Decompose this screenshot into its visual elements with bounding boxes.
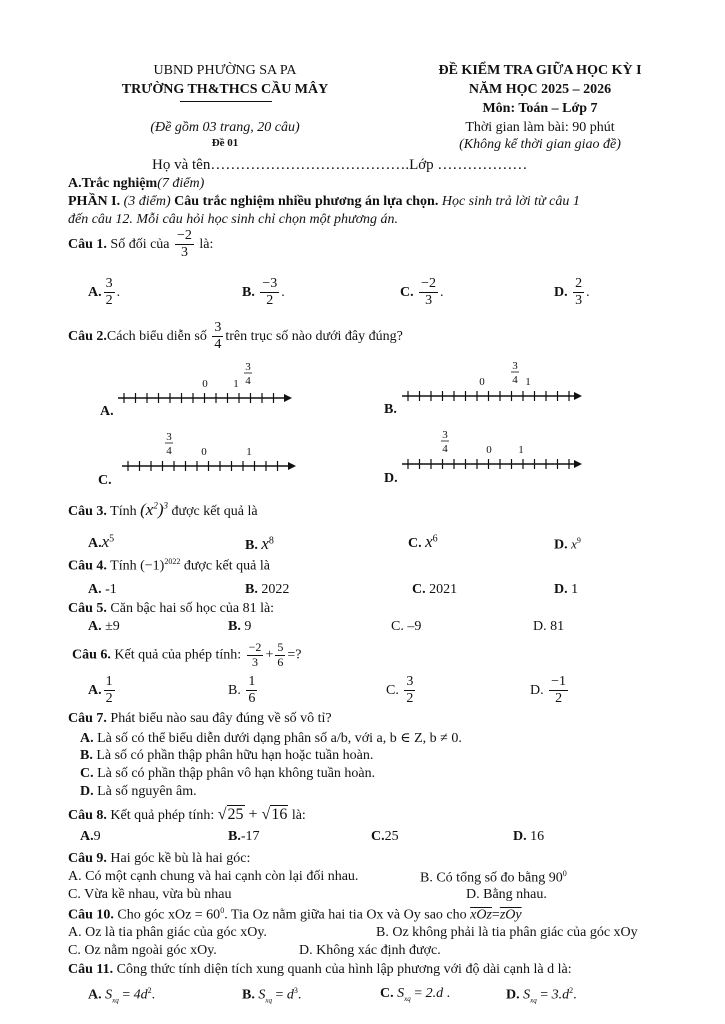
q6-b-label: B. [228,682,241,698]
tick-label-0: 0 [486,444,492,456]
q3-option-b[interactable] [245,534,274,554]
q9-option-d[interactable]: D. Bằng nhau. [466,887,547,902]
tick-label-1: 1 [233,378,239,390]
q4-label: Câu 4. [68,558,107,574]
number-line-b[interactable] [402,360,582,401]
q5-option-a[interactable] [88,619,120,635]
fraction-num: 3 [512,360,518,372]
q6-c-num: 3 [404,674,415,691]
q6-d-label: D. [530,682,544,698]
q7-a-label: A. [80,731,94,746]
q7-d-label: D. [80,784,94,799]
q3-option-a[interactable] [88,532,114,552]
q6-c-label: C. [386,682,399,698]
q4-a-label: A. [88,582,102,597]
q4-pre: Tính [110,558,137,574]
q8-a-label: A. [80,829,94,844]
q4-d-label: D. [554,582,568,597]
q6-num1: −2 [248,640,262,654]
question-8 [68,806,306,824]
q4-expr: (−1) [140,558,165,574]
q1-a-den: 2 [105,293,113,309]
q11-d-label: D. [506,987,520,1003]
q10-eq: = [491,907,500,923]
q11-c-formula: 2.d [425,986,444,1001]
q6-frac1 [247,641,264,670]
part1-label: PHẦN I. [68,194,121,209]
q3-c-label: C. [408,536,422,551]
tick-label-1: 1 [518,444,524,456]
q7-b-label: B. [80,748,93,763]
q11-text: Công thức tính diện tích xung quanh của hình lập phương với độ dài cạnh là d là: [116,962,572,977]
q1-c-den: 3 [425,293,433,309]
q6-frac2 [275,641,285,670]
q7-text: Phát biểu nào sau đây đúng về số vô tỉ? [110,711,332,726]
q3-b-base: x [261,534,269,553]
exam-title: ĐỀ KIỂM TRA GIỮA HỌC KỲ I [438,63,642,78]
question-3 [68,500,258,520]
q4-option-c[interactable] [412,582,457,598]
q6-num2: 5 [277,640,284,654]
q8-option-b[interactable] [228,829,260,845]
q1-post: là: [199,236,214,252]
q10-option-b[interactable]: B. Oz không phải là tia phân giác của góc xOy [376,925,638,940]
time-limit: Thời gian làm bài: 90 phút [465,120,615,135]
q1-pre: Số đối của [110,236,170,252]
q1-d-den: 3 [575,293,583,309]
part1-points: (3 điểm) [123,194,171,209]
q3-d-label: D. [554,537,568,553]
q2-option-c-label[interactable]: C. [98,473,112,488]
q3-option-d[interactable] [554,536,581,554]
q11-b-sub: xq [265,996,272,1005]
q1-label: Câu 1. [68,236,107,252]
q10-option-a[interactable]: A. Oz là tia phân giác của góc xOy. [68,925,267,940]
q10-angle1: $\overline{xOz}$ [470,907,492,923]
q9-option-b[interactable] [420,869,567,887]
q11-b-formula: d [286,987,294,1003]
q1-option-d[interactable]: D. $\frac{2}{3}$ . [554,276,590,309]
q8-radicand1: 25 [227,806,244,823]
q4-option-d[interactable] [554,582,578,598]
q11-a-s: S [105,987,113,1003]
q6-c-den: 2 [406,691,414,707]
exam-code: Đề 01 [211,137,239,149]
q8-option-c[interactable] [371,829,399,845]
q9-option-a[interactable]: A. Có một cạnh chung và hai cạnh còn lại đối nhau. [68,869,359,884]
q5-c-value: –9 [407,619,422,634]
q3-c-exp: 6 [432,533,438,545]
question-4 [68,557,270,575]
q8-label: Câu 8. [68,808,107,823]
question-6 [72,641,301,670]
axis-arrow [574,392,582,400]
q1-option-a[interactable]: A. $\frac{3}{2}$ . [88,276,121,309]
q6-a-label: A. [88,682,102,698]
name-class-line: Họ và tên………………………………….Lớp ……………… [152,157,528,173]
q8-d-label: D. [513,829,527,844]
q9-label: Câu 9. [68,851,107,866]
q1-num: −2 [175,228,194,245]
q3-c-base: x [425,532,433,551]
q11-a-label: A. [88,987,102,1003]
q1-d-num: 2 [573,276,584,293]
axis-arrow [284,394,292,402]
q8-pre: Kết quả phép tính: [110,808,215,823]
q10-label: Câu 10. [68,907,114,923]
q6-b-num: 1 [246,674,257,691]
fraction-den: 4 [442,443,448,455]
q3-b-exp: 8 [268,535,274,547]
q7-b-text: Là số có phần thập phân hữu hạn hoặc tuần hoàn. [96,748,374,763]
q9-b-degree: 0 [562,869,567,878]
q5-a-label: A. [88,619,102,634]
number-line-a[interactable] [118,361,292,403]
q1-den: 3 [180,245,188,261]
question-5 [68,601,274,617]
fraction-num: 3 [245,361,251,373]
q11-c-s: S [397,986,405,1001]
q2-post: trên trục số nào dưới đây đúng? [225,328,403,344]
section-a-points: (7 điểm) [157,176,205,191]
tick-label-0: 0 [202,378,208,390]
q3-label: Câu 3. [68,504,107,519]
q5-option-c[interactable] [391,619,421,635]
q11-option-a[interactable]: A. $S_{xq} = 4d^2$. [88,986,156,1005]
q5-b-value: 9 [244,619,252,634]
school-name: TRƯỜNG TH&THCS CẦU MÂY [121,82,329,97]
question-9 [68,851,250,867]
q7-a-text: Là số có thể biểu diễn dưới dạng phân số a/b, với a, b ∈ Z, b ≠ 0. [97,731,462,746]
q9-text: Hai góc kề bù là hai góc: [110,851,251,866]
q6-option-b[interactable] [228,674,259,707]
q8-a-value: 9 [93,829,101,844]
q7-d-text: Là số nguyên âm. [97,784,197,799]
q4-exp: 2022 [164,557,181,566]
number-line-c[interactable] [122,431,296,471]
q10-mid: . Tia Oz nằm giữa hai tia Ox và Oy sao cho [224,907,467,923]
q6-pre: Kết quả của phép tính: [114,647,242,663]
q11-a-exp: 2 [147,986,152,995]
question-7 [68,711,332,727]
q10-option-d[interactable]: D. Không xác định được. [299,943,441,958]
q11-b-exp: 3 [293,986,298,995]
q11-c-eq: = [410,986,426,1001]
fraction-den: 4 [166,445,172,457]
q3-a-label: A. [88,536,102,551]
q5-d-value: 81 [550,619,565,634]
fraction-num: 3 [442,429,448,441]
q7-c-label: C. [80,766,94,781]
q10-angle2: $\overline{zOy}$ [499,907,522,923]
q6-option-a[interactable] [88,674,117,707]
q8-radicand2: 16 [271,806,288,823]
q11-d-eq: = [536,987,552,1003]
q6-a-num: 1 [104,674,115,691]
q11-c-sub: xq [404,994,411,1003]
q11-a-eq: = [118,987,134,1003]
q10-degree: 0 [220,906,225,915]
tick-label-0: 0 [479,376,485,388]
q11-b-label: B. [242,987,255,1003]
q7-c-text: Là số có phần thập phân vô hạn không tuần hoàn. [97,766,376,781]
q1-b-den: 2 [266,293,274,309]
q3-b-label: B. [245,538,258,553]
q6-plus: + [265,647,274,663]
q3-a-base: x [101,532,110,551]
tick-label-1: 1 [525,376,531,388]
number-line-d[interactable] [402,429,582,469]
q6-den1: 3 [252,654,259,669]
question-11 [68,962,572,978]
q8-d-value: 16 [530,829,545,844]
q1-c-num: −2 [419,276,438,293]
q5-text: Căn bậc hai số học của 81 là: [110,601,275,616]
q5-a-value: ±9 [105,619,120,634]
q1-c-label: C. [400,284,414,300]
q4-b-label: B. [245,582,258,597]
q8-plus: + [248,806,258,823]
page-count-note: (Đề gồm 03 trang, 20 câu) [150,120,300,135]
q11-d-s: S [523,987,531,1003]
q5-label: Câu 5. [68,601,107,616]
q9-b-text: B. Có tổng số đo bằng 90 [420,870,563,886]
q2-pre: Cách biểu diễn số [106,328,207,344]
q7-option-c[interactable] [80,766,375,782]
q11-d-formula: 3.d [551,987,570,1003]
q11-option-b[interactable]: B. $S_{xq} = d^3$. [242,986,302,1005]
q6-label: Câu 6. [72,647,111,663]
q6-b-den: 6 [248,691,256,707]
q3-d-exp: 9 [576,536,581,545]
section-a-label: A.Trắc nghiệm [68,176,158,191]
q4-c-value: 2021 [429,582,458,597]
q11-a-formula: 4d [133,987,148,1003]
time-note: (Không kể thời gian giao đề) [459,137,621,152]
q6-option-d[interactable] [530,674,570,707]
q8-option-d[interactable] [513,829,544,845]
q1-b-num: −3 [260,276,279,293]
q4-b-value: 2022 [261,582,290,597]
q3-pre: Tính [110,504,137,519]
question-10 [68,906,522,924]
school-year: NĂM HỌC 2025 – 2026 [468,82,612,97]
q4-option-a[interactable] [88,582,117,598]
q8-c-value: 25 [384,829,399,844]
q3-post: được kết quả là [171,504,258,519]
q3-base: x [145,500,154,519]
q5-c-label: C. [391,619,404,634]
q7-option-a[interactable] [80,730,462,747]
q6-option-c[interactable] [386,674,417,707]
part1-instr2: đến câu 12. Mỗi câu hỏi học sinh chỉ chọn một phương án. [68,212,399,227]
q6-d-den: 2 [555,691,563,707]
fraction-den: 4 [512,374,518,386]
q11-b-s: S [258,987,266,1003]
tick-label-1: 1 [246,446,252,458]
q4-option-b[interactable] [245,582,289,598]
q2-den: 4 [214,337,222,353]
q11-d-exp: 2 [569,986,574,995]
school-authority: UBND PHƯỜNG SA PA [153,63,297,78]
tick-label-0: 0 [201,446,207,458]
q11-c-label: C. [380,986,394,1001]
q1-option-c[interactable]: C. $\frac{-2}{3}$ . [400,276,444,309]
q7-option-d[interactable] [80,784,197,800]
q4-c-label: C. [412,582,426,597]
q7-option-b[interactable] [80,748,373,764]
q1-a-label: A. [88,284,102,300]
q1-d-label: D. [554,284,568,300]
q6-den2: 6 [277,654,284,669]
q6-d-num: −1 [549,674,568,691]
subject: Môn: Toán – Lớp 7 [482,101,598,116]
q5-b-label: B. [228,619,241,634]
q8-post: là: [291,808,306,823]
q8-expr: √25 + √16 [217,806,288,823]
q1-option-b[interactable]: B. $\frac{-3}{2}$ . [242,276,285,309]
axis-arrow [288,462,296,470]
q11-b-eq: = [271,987,287,1003]
q2-option-b-label[interactable]: B. [384,402,397,417]
q2-option-a-label[interactable]: A. [100,404,114,419]
q9-option-c[interactable]: C. Vừa kề nhau, vừa bù nhau [68,887,232,902]
q6-eq: =? [287,647,302,663]
fraction-den: 4 [245,375,251,387]
q2-option-d-label[interactable]: D. [384,471,398,486]
q6-a-den: 2 [105,691,113,707]
q5-option-d[interactable] [533,619,564,635]
part1-instr1: Học sinh trả lời từ câu 1 [441,194,580,209]
q3-exp1: 2 [153,500,158,511]
q4-a-value: -1 [105,582,117,597]
q1-b-label: B. [242,284,255,300]
q11-option-d[interactable]: D. $S_{xq} = 3.d^2$. [506,986,577,1005]
q8-c-label: C. [371,829,385,844]
q4-d-value: 1 [571,582,579,597]
q3-exp2: 3 [163,500,168,511]
fraction-num: 3 [166,431,172,443]
q10-option-c[interactable]: C. Oz nằm ngoài góc xOy. [68,943,217,958]
axis-arrow [574,460,582,468]
part1-text: Câu trắc nghiệm nhiều phương án lựa chọn. [174,194,439,209]
q2-label: Câu 2. [68,328,107,344]
q3-option-c[interactable] [408,532,438,552]
q5-option-b[interactable] [228,619,251,635]
q8-b-label: B. [228,829,241,844]
q11-a-sub: xq [112,996,119,1005]
q5-d-label: D. [533,619,547,634]
q10-pre: Cho góc xOz = 60 [117,907,221,923]
q11-label: Câu 11. [68,962,114,977]
q11-d-sub: xq [530,996,537,1005]
q2-num: 3 [212,320,223,337]
q11-option-c[interactable]: C. $S_{xq} = 2.d$ . [380,986,451,1003]
q3-d-base: x [571,536,577,552]
q3-a-exp: 5 [109,533,115,545]
q4-post: được kết quả là [183,558,270,574]
q1-a-num: 3 [104,276,115,293]
q3-expr: $(x^2)^3$ [140,500,168,519]
q7-label: Câu 7. [68,711,107,726]
q8-b-value: -17 [240,829,260,844]
q8-option-a[interactable] [80,829,101,845]
